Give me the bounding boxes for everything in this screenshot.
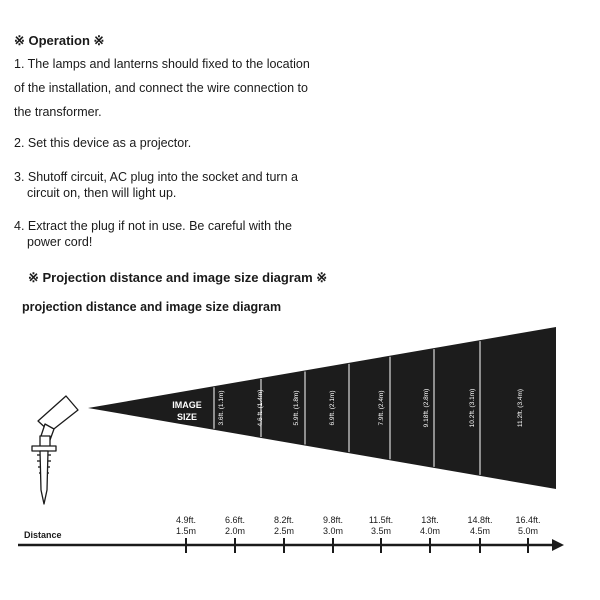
distance-ft-label: 8.2ft. bbox=[273, 515, 295, 525]
image-size-label: 4.6 ft. (1.4m) bbox=[257, 389, 264, 427]
operation-item-1-line-2: of the installation, and connect the wire connection to bbox=[14, 81, 308, 95]
image-size-label: 7.9ft. (2.4m) bbox=[378, 390, 385, 426]
distance-m-label: 4.0m bbox=[419, 526, 441, 536]
diagram-heading: ※ Projection distance and image size diagram ※ bbox=[28, 270, 328, 285]
distance-ft-label: 4.9ft. bbox=[175, 515, 197, 525]
distance-ft-label: 14.8ft. bbox=[467, 515, 493, 525]
operation-item-4-line-1: 4. Extract the plug if not in use. Be careful with the bbox=[14, 219, 292, 233]
distance-m-label: 5.0m bbox=[517, 526, 539, 536]
distance-m-label: 3.0m bbox=[322, 526, 344, 536]
operation-item-3-line-2: circuit on, then will light up. bbox=[27, 186, 177, 200]
operation-item-1-line-3: the transformer. bbox=[14, 105, 102, 119]
spotlight-icon bbox=[32, 396, 78, 504]
operation-item-1-line-1: 1. The lamps and lanterns should fixed to the location bbox=[14, 57, 310, 71]
distance-ft-label: 16.4ft. bbox=[515, 515, 541, 525]
image-size-label: 10.2ft. (3.1m) bbox=[469, 388, 476, 428]
distance-ticks bbox=[176, 515, 541, 553]
image-size-label: 5.9ft. (1.8m) bbox=[293, 390, 300, 426]
image-size-label: 6.9ft. (2.1m) bbox=[329, 390, 336, 426]
operation-item-2-line-1: 2. Set this device as a projector. bbox=[14, 136, 192, 150]
distance-ft-label: 9.8ft. bbox=[322, 515, 344, 525]
distance-label: Distance bbox=[24, 530, 62, 540]
operation-heading: ※ Operation ※ bbox=[14, 33, 105, 48]
distance-m-label: 1.5m bbox=[175, 526, 197, 536]
distance-ft-label: 11.5ft. bbox=[368, 515, 394, 525]
operation-item-3-line-1: 3. Shutoff circuit, AC plug into the socket and turn a bbox=[14, 170, 298, 184]
distance-m-label: 2.0m bbox=[224, 526, 246, 536]
distance-m-label: 4.5m bbox=[469, 526, 491, 536]
distance-arrow-head bbox=[552, 539, 564, 551]
projection-beam bbox=[88, 327, 556, 489]
image-size-label: 11.2ft. (3.4m) bbox=[517, 388, 524, 428]
distance-m-label: 3.5m bbox=[370, 526, 392, 536]
distance-m-label: 2.5m bbox=[273, 526, 295, 536]
operation-item-4-line-2: power cord! bbox=[27, 235, 93, 249]
diagram-subtitle: projection distance and image size diagram bbox=[22, 300, 282, 314]
image-size-label-line-1: IMAGE bbox=[172, 400, 202, 410]
distance-ft-label: 6.6ft. bbox=[224, 515, 246, 525]
image-size-label: 3.6ft. (1.1m) bbox=[218, 390, 225, 426]
distance-ft-label: 13ft. bbox=[421, 515, 439, 525]
image-size-label: 9.18ft. (2.8m) bbox=[423, 388, 430, 428]
image-size-label-line-2: SIZE bbox=[176, 412, 198, 422]
